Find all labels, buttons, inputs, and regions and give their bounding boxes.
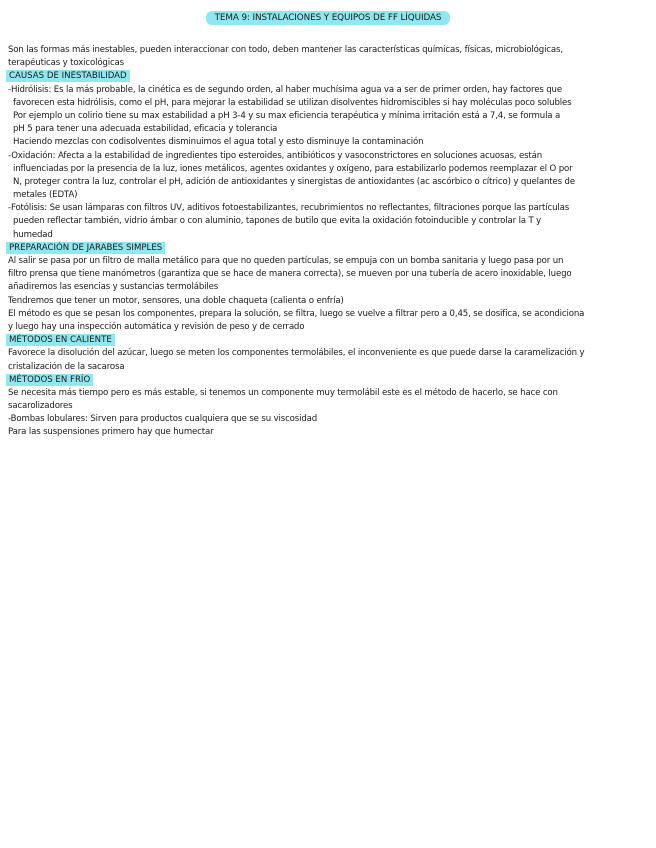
text-line: cristalización de la sacarosa: [8, 361, 125, 372]
text-line: terapéuticas y toxicológicas: [8, 58, 124, 69]
text-line: y luego hay una inspección automática y revisión de peso y de cerrado: [8, 321, 305, 332]
text-line: -Hidrólisis: Es la más probable, la cinética es de segundo orden, al haber muchísima agua va a ser de primer orden, hay factores que: [8, 84, 562, 95]
text-line: -Fotólisis: Se usan lámparas con filtros UV, aditivos fotoestabilizantes, recubrimientos no reflectantes, filtraciones porque las partículas: [8, 203, 570, 214]
text-line: pueden reflectar también, vidrio ámbar o con aluminio, tapones de butilo que evita la oxidación fotoinducible y controlar la T y: [13, 216, 542, 227]
page-title: TEMA 9: INSTALACIONES Y EQUIPOS DE FF LÍQUIDAS: [206, 11, 451, 25]
section-heading: PREPARACIÓN DE JARABES SIMPLES: [6, 242, 165, 254]
text-line: favorecen esta hidrólisis, como el pH, para mejorar la estabilidad se utilizan disolventes hidromiscibles si hay moléculas poco solubles: [13, 97, 572, 108]
text-line: Son las formas más inestables, pueden interaccionar con todo, deben mantener las características químicas, físicas, microbiológicas,: [8, 45, 563, 55]
text-line: Favorece la disolución del azúcar, luego se meten los componentes termolábiles, el inconveniente es que puede darse la caramelización y: [8, 348, 585, 359]
text-line: -Bombas lobulares: Sirven para productos cualquiera que se su viscosidad: [8, 414, 318, 425]
text-line: Haciendo mezclas con codisolventes disminuimos el agua total y esto disminuye la contaminación: [13, 137, 424, 148]
text-line: N, proteger contra la luz, controlar el pH, adición de antioxidantes y sinergistas de antioxidantes (ac ascórbico o cítrico) y quelantes de: [13, 176, 575, 187]
section-heading: MÉTODOS EN FRÍO: [6, 374, 93, 386]
section-heading: CAUSAS DE INESTABILIDAD: [6, 70, 130, 82]
text-line: Al salir se pasa por un filtro de malla metálico para que no queden partículas, se empuja con un bomba sanitaria y luego pasa por un: [8, 256, 564, 266]
text-line: Por ejemplo un colirio tiene su max estabilidad a pH 3-4 y su max eficiencia terapéutica y mínima irritación está a 7,4, se formula a: [13, 110, 561, 121]
document-body: [8, 44, 642, 440]
intro-paragraph: [8, 44, 642, 70]
section-caliente: [8, 334, 642, 374]
text-line: filtro prensa que tiene manómetros (garantiza que se hace de manera correcta), se mueven por una tubería de acero inoxidable, luego: [8, 269, 572, 280]
section-frio: [8, 374, 642, 440]
section-heading: MÉTODOS EN CALIENTE: [6, 334, 115, 346]
text-line: Tendremos que tener un motor, sensores, una doble chaqueta (calienta o enfría): [8, 295, 344, 306]
text-line: añadiremos las esencias y sustancias termolábiles: [8, 282, 219, 293]
text-line: Se necesita más tiempo pero es más estable, si tenemos un componente muy termolábil este es el método de hacerlo, se hace con: [8, 387, 558, 398]
text-line: pH 5 para tener una adecuada estabilidad, eficacia y tolerancia: [13, 124, 278, 135]
text-line: -Oxidación: Afecta a la estabilidad de ingredientes tipo esteroides, antibióticos y vasoconstrictores en soluciones acuosas, están: [8, 150, 543, 161]
section-causas: [8, 70, 642, 241]
text-line: influenciadas por la presencia de la luz, iones metálicos, agentes oxidantes y oxígeno, para estabilizarlo podemos reemplazar el O por: [13, 163, 573, 174]
section-jarabes: [8, 242, 642, 334]
text-line: El método es que se pesan los componentes, prepara la solución, se filtra, luego se vuelve a filtrar pero a 0,45, se dosifica, se acondiciona: [8, 308, 585, 319]
title-row: [0, 11, 656, 25]
text-line: Para las suspensiones primero hay que humectar: [8, 427, 214, 438]
text-line: humedad: [13, 229, 53, 240]
text-line: metales (EDTA): [13, 190, 78, 201]
text-line: sacarolizadores: [8, 401, 73, 412]
